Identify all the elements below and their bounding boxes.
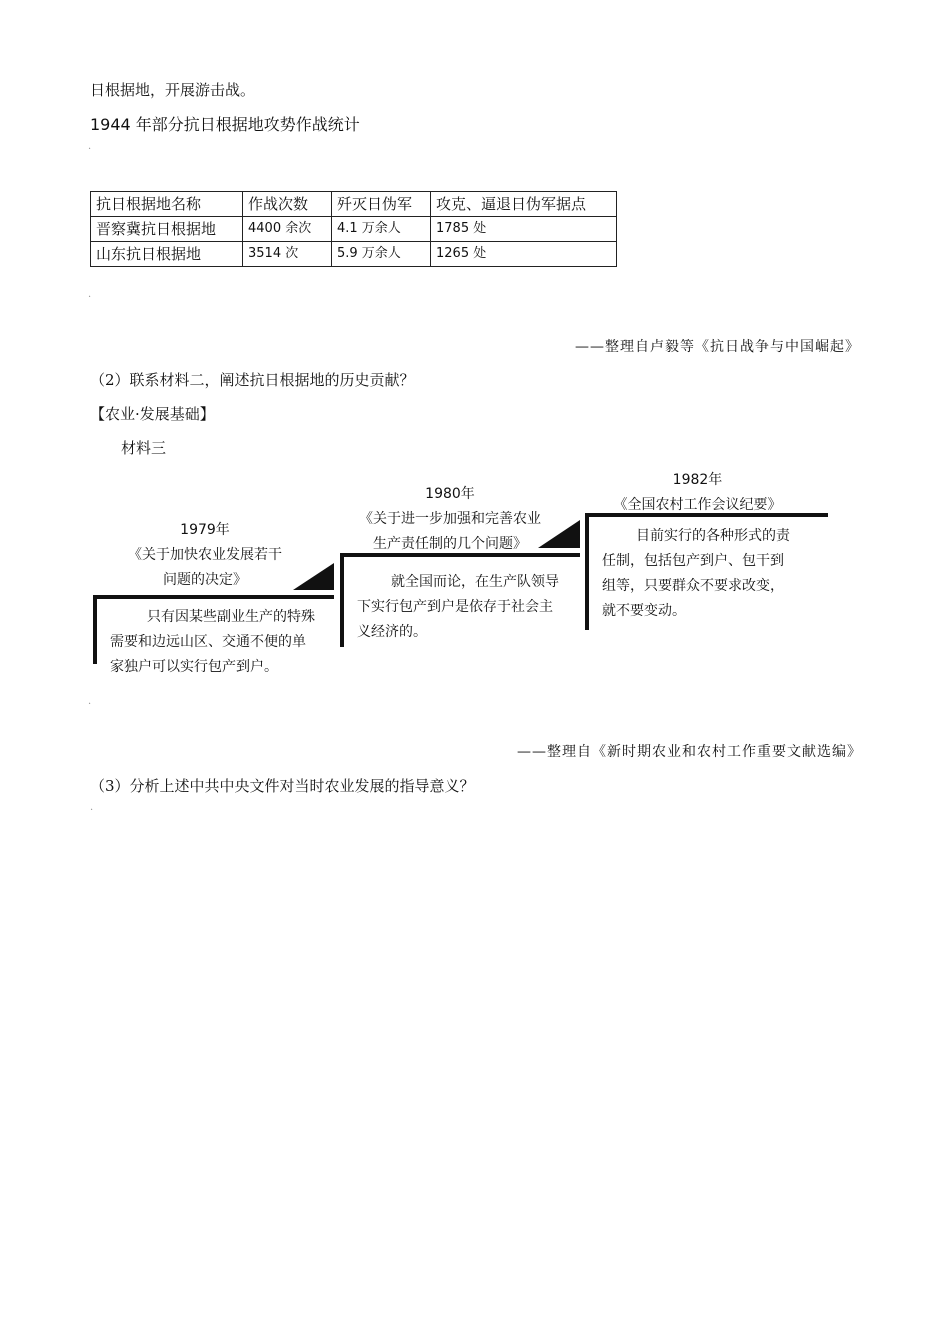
- header-cell: 歼灭日伪军: [332, 192, 431, 217]
- paragraph-mark: ·: [88, 292, 92, 303]
- source-citation-2: ——整理自《新时期农业和农村工作重要文献选编》: [517, 744, 862, 760]
- table-cell: 4400 余次: [243, 217, 332, 242]
- header-cell: 攻克、逼退日伪军据点: [431, 192, 617, 217]
- timeline-1980-header: [340, 482, 560, 557]
- section-heading: 【农业·发展基础】: [90, 405, 215, 423]
- table-cell: 山东抗日根据地: [91, 242, 243, 267]
- timeline-year: 1980年: [425, 486, 475, 502]
- body-line: 家独户可以实行包产到户。: [110, 659, 278, 675]
- table-cell: 4.1 万余人: [332, 217, 431, 242]
- intro-line-text: 日根据地，开展游击战。: [90, 81, 256, 99]
- body-line: 任制，包括包产到户、包干到: [602, 553, 784, 569]
- timeline-doc-title: 问题的决定》: [163, 572, 247, 588]
- timeline-1979-header: [110, 518, 300, 593]
- body-line: 组等，只要群众不要求改变，: [602, 578, 784, 594]
- table-title: 1944 年部分抗日根据地攻势作战统计: [90, 115, 360, 134]
- timeline-1982-header: [600, 468, 795, 518]
- question-2: （2）联系材料二，阐述抗日根据地的历史贡献？: [90, 371, 415, 389]
- paragraph-mark: ·: [88, 144, 92, 155]
- table-cell: 3514 次: [243, 242, 332, 267]
- timeline-year: 1982年: [672, 472, 723, 488]
- question-3: （3）分析上述中共中央文件对当时农业发展的指导意义？: [90, 777, 475, 795]
- table-cell: 晋察冀抗日根据地: [91, 217, 243, 242]
- body-line: 目前实行的各种形式的责: [636, 528, 790, 544]
- body-line: 下实行包产到户是依存于社会主: [357, 599, 553, 615]
- header-cell: 抗日根据地名称: [91, 192, 243, 217]
- body-line: 就全国而论，在生产队领导: [391, 574, 559, 590]
- body-line: 需要和边远山区、交通不便的单: [110, 634, 306, 650]
- body-line: 就不要变动。: [602, 603, 686, 619]
- timeline-doc-title: 《全国农村工作会议纪要》: [613, 497, 782, 513]
- timeline-doc-title: 生产责任制的几个问题》: [373, 536, 527, 552]
- header-cell: 作战次数: [243, 192, 332, 217]
- paragraph-mark: ·: [88, 699, 92, 710]
- material-3-label: 材料三: [121, 439, 167, 457]
- timeline-1980-body: [357, 570, 559, 645]
- table-cell: 1265 处: [431, 242, 617, 267]
- source-citation-1: ——整理自卢毅等《抗日战争与中国崛起》: [575, 339, 860, 355]
- timeline-doc-title: 《关于加快农业发展若干: [128, 547, 282, 563]
- timeline-1979-body: [110, 605, 315, 680]
- timeline-1982-body: [602, 524, 790, 624]
- table-cell: 1785 处: [431, 217, 617, 242]
- body-line: 只有因某些副业生产的特殊: [147, 609, 315, 625]
- timeline-doc-title: 《关于进一步加强和完善农业: [359, 511, 541, 527]
- body-line: 义经济的。: [357, 624, 427, 640]
- paragraph-mark: ·: [90, 805, 94, 816]
- timeline-year: 1979年: [180, 522, 230, 538]
- table-cell: 5.9 万余人: [332, 242, 431, 267]
